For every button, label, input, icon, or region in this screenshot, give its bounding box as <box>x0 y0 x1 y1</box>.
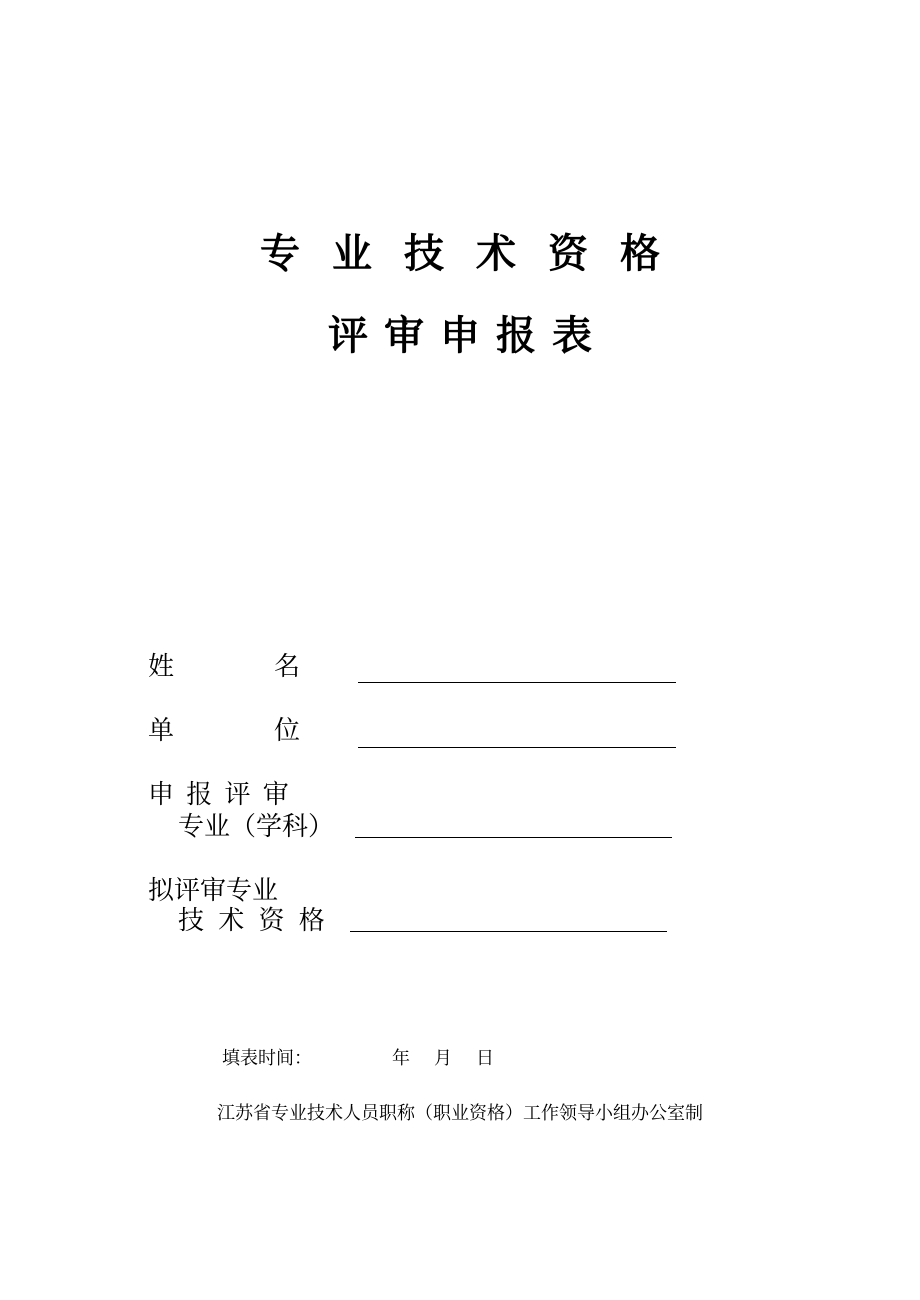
title-char: 术 <box>476 231 516 277</box>
qualification-label-line-2: 技 术 资 格 <box>178 906 328 936</box>
unit-label-first: 单 <box>148 716 175 746</box>
qualification-field[interactable] <box>350 931 667 932</box>
title-char: 专 <box>260 231 300 277</box>
major-label-line-1: 申 报 评 审 <box>148 780 291 810</box>
title-char: 格 <box>620 231 660 277</box>
title-char: 技 <box>404 231 444 277</box>
title-char: 申 <box>440 313 480 359</box>
major-field[interactable] <box>355 837 672 838</box>
date-day: 日 <box>476 1048 494 1069</box>
title-char: 审 <box>384 313 424 359</box>
date-month: 月 <box>434 1048 452 1069</box>
date-year: 年 <box>392 1048 410 1069</box>
name-field[interactable] <box>358 682 676 683</box>
title-char: 业 <box>332 231 372 277</box>
name-label-second: 名 <box>274 652 301 682</box>
qualification-label-line-1: 拟评审专业 <box>148 876 279 906</box>
fill-date-label: 填表时间： <box>222 1048 312 1069</box>
major-label-line-2: 专业（学科） <box>178 812 335 842</box>
title-char: 表 <box>552 313 592 359</box>
title-line-2 <box>0 312 920 360</box>
title-char: 报 <box>496 313 536 359</box>
unit-label-second: 位 <box>274 716 301 746</box>
title-line-1 <box>0 230 920 278</box>
name-label-first: 姓 <box>148 652 175 682</box>
unit-field[interactable] <box>358 747 676 748</box>
title-char: 资 <box>548 231 588 277</box>
issuer-line: 江苏省专业技术人员职称（职业资格）工作领导小组办公室制 <box>217 1103 703 1124</box>
title-char: 评 <box>328 313 368 359</box>
